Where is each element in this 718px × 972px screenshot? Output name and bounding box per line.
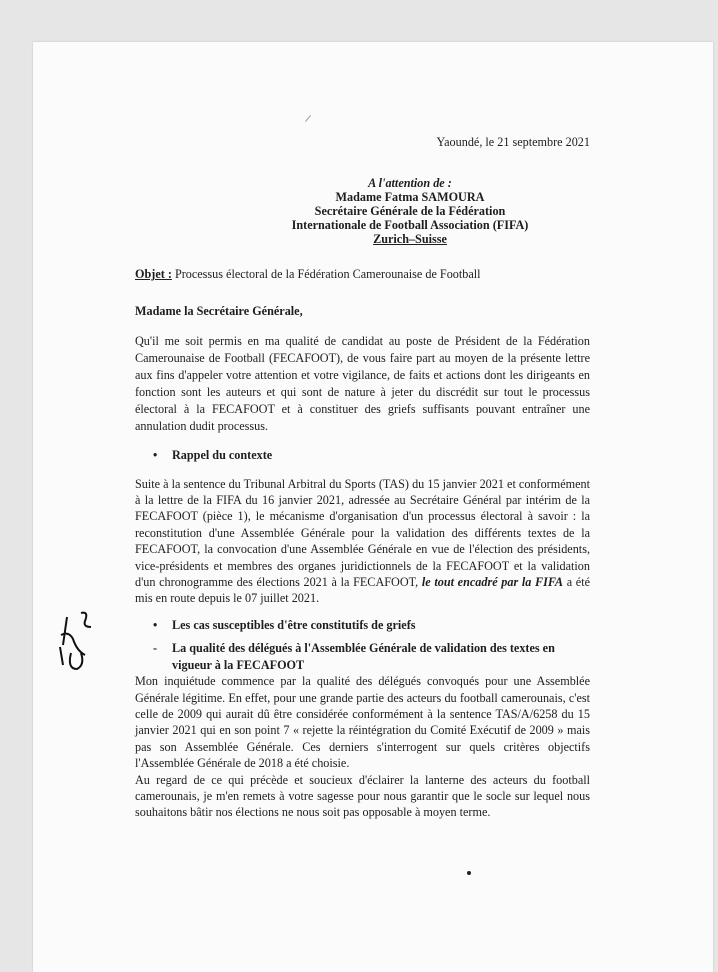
delegates-paragraph: Mon inquiétude commence par la qualité des délégués convoqués pour une Assemblée Générale légitime. En effet, pour une grande partie des acteurs du football camerounais, c'est celle de 2009 qui aurait dû être considérée conformément à la sentence TAS/A/6258 du 15 janvier 2021 qui en son point 7 « rejette la réintégration du Comité Exécutif de 2009 » mais pas son Assemblée Générale. Ces derniers s'interrogent sur quels critères objectifs l'Assemblée Générale de 2018 a été choisie. bbox=[135, 674, 590, 771]
handwritten-annotation bbox=[55, 605, 105, 675]
section-heading-context bbox=[135, 447, 590, 463]
dash-icon: - bbox=[153, 641, 158, 656]
section-label: Les cas susceptibles d'être constitutifs de griefs bbox=[172, 617, 416, 632]
conclusion-paragraph: Au regard de ce qui précède et soucieux d'éclairer la lanterne des acteurs du football camerounais, je m'en remets à votre sagesse pour nous garantir que le socle sur lequel nous souhaitons bâtir nos élections ne nous soit pas opposable à moyen terme. bbox=[135, 772, 590, 820]
subsection-heading bbox=[135, 640, 590, 673]
context-text-end: a été mis en route depuis le 07 juillet 2021. bbox=[135, 575, 591, 606]
recipient-line: Internationale de Football Association (FIFA) bbox=[291, 218, 529, 233]
subsection-label: La qualité des délégués à l'Assemblée Générale de validation des textes en vigueur à la FECAFOOT bbox=[172, 641, 555, 672]
recipient-line: Madame Fatma SAMOURA bbox=[335, 190, 485, 205]
letter-body bbox=[135, 134, 590, 821]
section-heading-grievances bbox=[135, 617, 590, 633]
bullet-icon: • bbox=[153, 448, 158, 463]
ink-speck bbox=[467, 871, 471, 875]
subject-text: Processus électoral de la Fédération Camerounaise de Football bbox=[171, 267, 481, 282]
intro-paragraph: Qu'il me soit permis en ma qualité de candidat au poste de Président de la Fédération Camerounaise de Football (FECAFOOT), de vous faire part au moyen de la présente lettre aux fins d'appeler votre attention et votre vigilance, de faits et actions dont les dirigeants en fonction sont les auteurs et qui sont de nature à jeter du discrédit sur tout le processus électoral à la FECAFOOT et à constituer des griefs suffisants pouvant entraîner une annulation dudit processus. bbox=[135, 334, 590, 434]
subject-label: Objet : bbox=[135, 267, 172, 282]
subject-line bbox=[135, 266, 590, 282]
context-paragraph bbox=[135, 476, 590, 607]
context-text: Suite à la sentence du Tribunal Arbitral du Sports (TAS) du 15 janvier 2021 et conformément à la lettre de la FIFA du 16 janvier 2021, adressée au Secrétaire Général par intérim de la FECAFOOT (pièce 1), le mécanisme d'organisation d'un processus électoral à savoir : la reconstitution d'une Assemblée Générale pour la validation des différents textes de la FECAFOOT, la convocation d'une Assemblée Générale en vue de l'élection des présidents, vice-présidents et membres des organes juridictionnels de la FECAFOOT et la validation d'un chronogramme des élections 2021 à la FECAFOOT, bbox=[135, 476, 590, 590]
context-emphasis: le tout encadré par la FIFA bbox=[421, 575, 564, 590]
recipient-line: Secrétaire Générale de la Fédération bbox=[314, 204, 506, 219]
letter-date: Yaoundé, le 21 septembre 2021 bbox=[436, 135, 590, 149]
salutation: Madame la Secrétaire Générale, bbox=[135, 303, 303, 318]
bullet-icon: • bbox=[153, 617, 158, 632]
section-label: Rappel du contexte bbox=[172, 448, 273, 463]
recipient-city: Zurich–Suisse bbox=[373, 232, 447, 247]
recipient-block bbox=[285, 176, 535, 246]
attention-heading: A l'attention de : bbox=[368, 176, 452, 191]
